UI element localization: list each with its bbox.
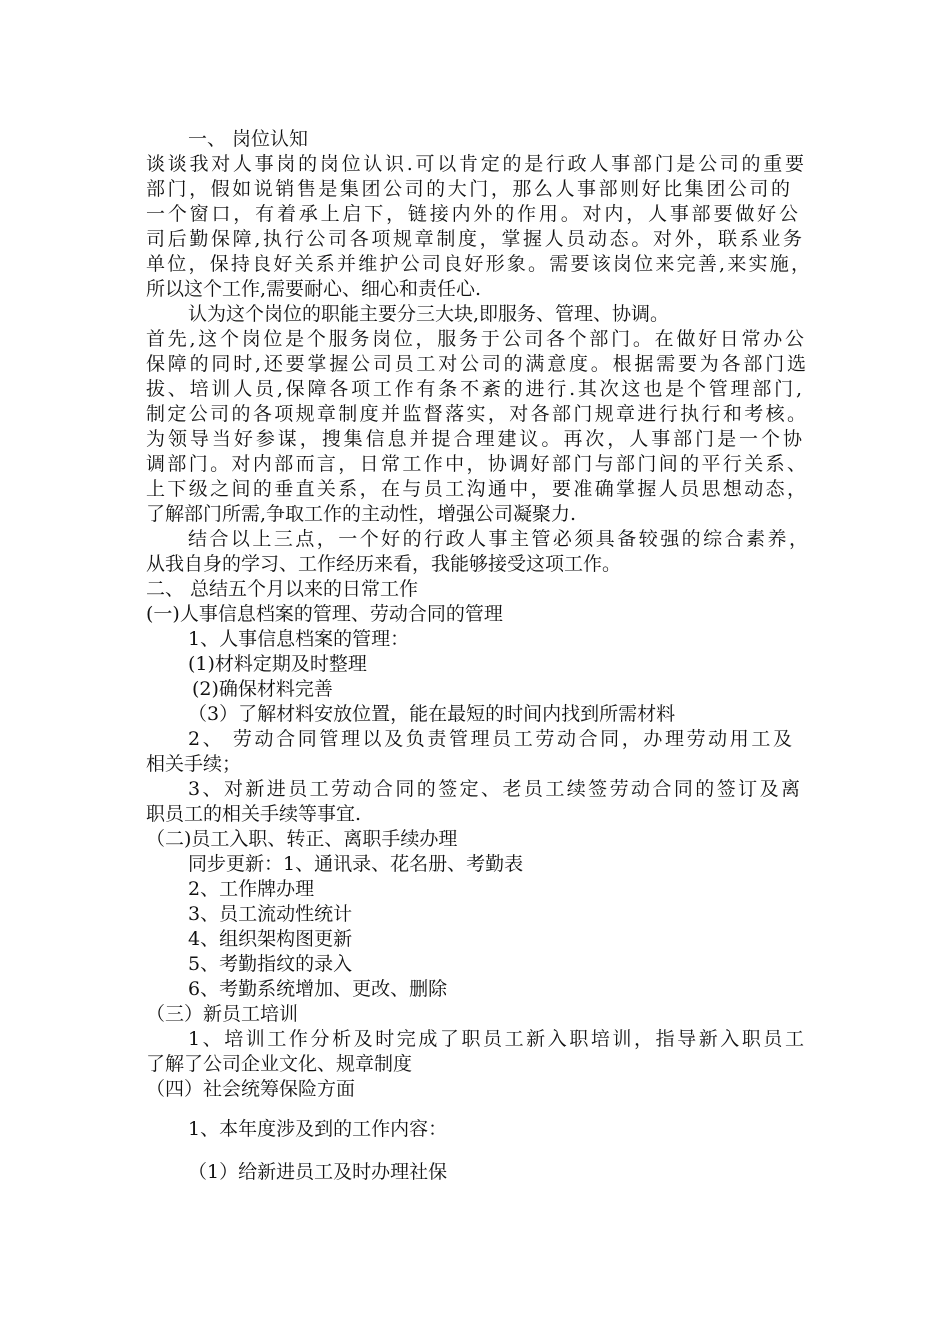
list-item: 1、人事信息档案的管理：	[188, 628, 410, 650]
subsection-heading: (一)人事信息档案的管理、劳动合同的管理	[146, 603, 503, 625]
list-item: 6、考勤系统增加、更改、删除	[188, 978, 448, 1000]
paragraph-line: 部门，假如说销售是集团公司的大门，那么人事部则好比集团公司的	[146, 178, 790, 200]
list-item: (2)确保材料完善	[192, 678, 333, 700]
paragraph-line: 拔、培训人员,保障各项工作有条不紊的进行.其次这也是个管理部门,	[146, 378, 802, 400]
paragraph-line: 上下级之间的垂直关系，在与员工沟通中，要准确掌握人员思想动态，	[146, 478, 806, 500]
paragraph-line: 了解部门所需,争取工作的主动性，增强公司凝聚力.	[146, 503, 577, 525]
list-item: （1）给新进员工及时办理社保	[188, 1161, 448, 1183]
paragraph-line: 结合以上三点，一个好的行政人事主管必须具备较强的综合素养，	[188, 528, 808, 550]
paragraph-line: 一个窗口，有着承上启下，链接内外的作用。对内，人事部要做好公	[146, 203, 798, 225]
section-heading: 一、 岗位认知	[188, 128, 309, 150]
paragraph-line: 为领导当好参谋，搜集信息并提合理建议。再次，人事部门是一个协	[146, 428, 802, 450]
list-item: 2、 劳动合同管理以及负责管理员工劳动合同，办理劳动用工及	[188, 728, 792, 750]
paragraph-line: 从我自身的学习、工作经历来看，我能够接受这项工作。	[146, 553, 622, 575]
list-item: 了解了公司企业文化、规章制度	[146, 1053, 413, 1075]
list-item: 职员工的相关手续等事宜.	[146, 803, 362, 825]
list-item: （3）了解材料安放位置，能在最短的时间内找到所需材料	[188, 703, 676, 725]
list-item: 1、本年度涉及到的工作内容：	[188, 1118, 448, 1140]
paragraph-line: 谈谈我对人事岗的岗位认识.可以肯定的是行政人事部门是公司的重要	[146, 153, 804, 175]
subsection-heading: （三）新员工培训	[146, 1003, 299, 1025]
section-heading: 二、 总结五个月以来的日常工作	[146, 578, 419, 600]
list-item: 3、员工流动性统计	[188, 903, 353, 925]
list-item: 2、工作牌办理	[188, 878, 315, 900]
list-item: 同步更新：1、通讯录、花名册、考勤表	[188, 853, 524, 875]
list-item: 5、考勤指纹的录入	[188, 953, 353, 975]
paragraph-line: 制定公司的各项规章制度并监督落实，对各部门规章进行执行和考核。	[146, 403, 806, 425]
list-item: 相关手续；	[146, 753, 242, 775]
subsection-heading: （四）社会统筹保险方面	[146, 1078, 356, 1100]
paragraph-line: 司后勤保障,执行公司各项规章制度，掌握人员动态。对外，联系业务	[146, 228, 802, 250]
paragraph-line: 认为这个岗位的职能主要分三大块,即服务、管理、协调。	[188, 303, 670, 325]
paragraph-line: 调部门。对内部而言，日常工作中，协调好部门与部门间的平行关系、	[146, 453, 806, 475]
subsection-heading: （二)员工入职、转正、离职手续办理	[146, 828, 458, 850]
paragraph-line: 保障的同时,还要掌握公司员工对公司的满意度。根据需要为各部门选	[146, 353, 806, 375]
paragraph-line: 所以这个工作,需要耐心、细心和责任心.	[146, 278, 482, 300]
list-item: 1、培训工作分析及时完成了职员工新入职培训，指导新入职员工	[188, 1028, 804, 1050]
paragraph-line: 首先,这个岗位是个服务岗位，服务于公司各个部门。在做好日常办公	[146, 328, 804, 350]
list-item: (1)材料定期及时整理	[188, 653, 367, 675]
paragraph-line: 单位，保持良好关系并维护公司良好形象。需要该岗位来完善,来实施，	[146, 253, 810, 275]
list-item: 3、对新进员工劳动合同的签定、老员工续签劳动合同的签订及离	[188, 778, 800, 800]
list-item: 4、组织架构图更新	[188, 928, 353, 950]
